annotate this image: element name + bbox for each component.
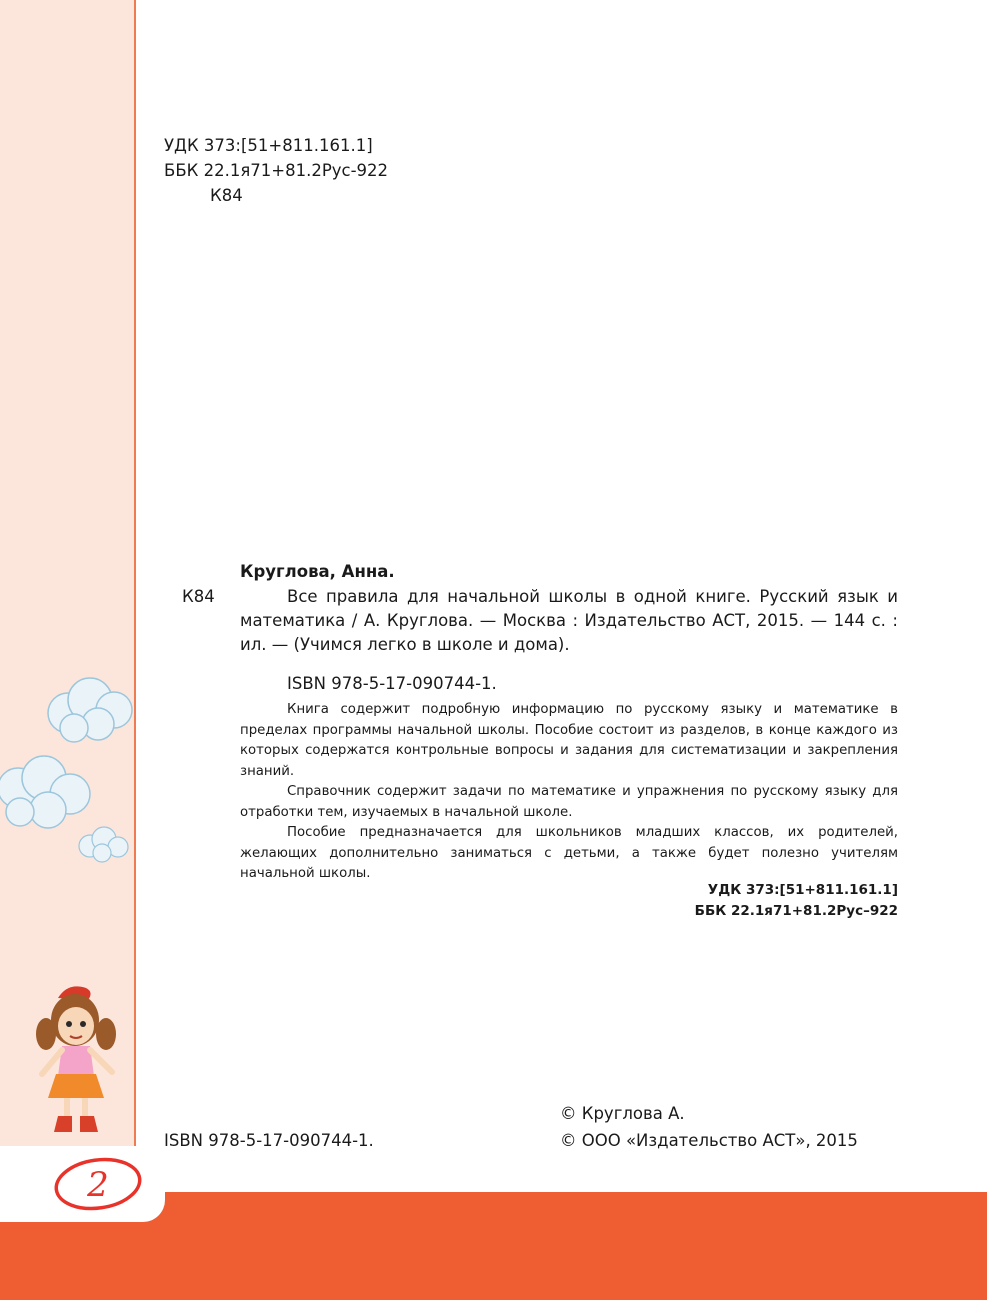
classification-codes <box>164 133 388 208</box>
girl-illustration <box>28 978 138 1138</box>
bbk-code: ББК 22.1я71+81.2Рус-922 <box>164 161 389 180</box>
annotation-paragraph: Пособие предназначается для школьников младших классов, их родителей, желающих дополнительно заниматься с детьми, а также будет полезно учителям начальной школы. <box>240 825 898 881</box>
record-author-mark: К84 <box>182 587 215 606</box>
annotation-paragraph: Справочник содержит задачи по математике и упражнения по русскому языку для отработки тем, изучаемых в начальной школе. <box>240 784 898 820</box>
cloud-illustration <box>38 668 138 748</box>
annotation <box>240 700 898 885</box>
record-udk: УДК 373:[51+811.161.1] <box>707 882 898 898</box>
bibliographic-description: Все правила для начальной школы в одной книге. Русский язык и математика / А. Круглова. — Москва : Издательство АСТ, 2015. — 144 с. : ил. — (Учимся легко в школе и дома). <box>240 587 898 654</box>
footer-isbn: ISBN 978-5-17-090744-1. <box>164 1131 374 1150</box>
record-isbn: ISBN 978-5-17-090744-1. <box>287 674 497 693</box>
author-mark: К84 <box>210 186 243 205</box>
page-number <box>50 1154 146 1214</box>
copyright-block <box>560 1100 858 1154</box>
record-codes <box>695 880 898 922</box>
copyright-author: © Круглова А. <box>560 1104 685 1123</box>
page-number-text: 2 <box>87 1165 109 1205</box>
udk-code: УДК 373:[51+811.161.1] <box>164 136 373 155</box>
author-heading: Круглова, Анна. <box>240 562 395 581</box>
record-bbk: ББК 22.1я71+81.2Рус–922 <box>694 903 898 919</box>
annotation-paragraph: Книга содержит подробную информацию по русскому языку и математике в пределах программы начальной школы. Пособие состоит из разделов, в конце каждого из которых содержатся контрольные вопросы и задания для систематизации и закрепления знаний. <box>240 702 898 779</box>
copyright-publisher: © ООО «Издательство АСТ», 2015 <box>560 1131 858 1150</box>
cloud-illustration <box>72 822 134 866</box>
